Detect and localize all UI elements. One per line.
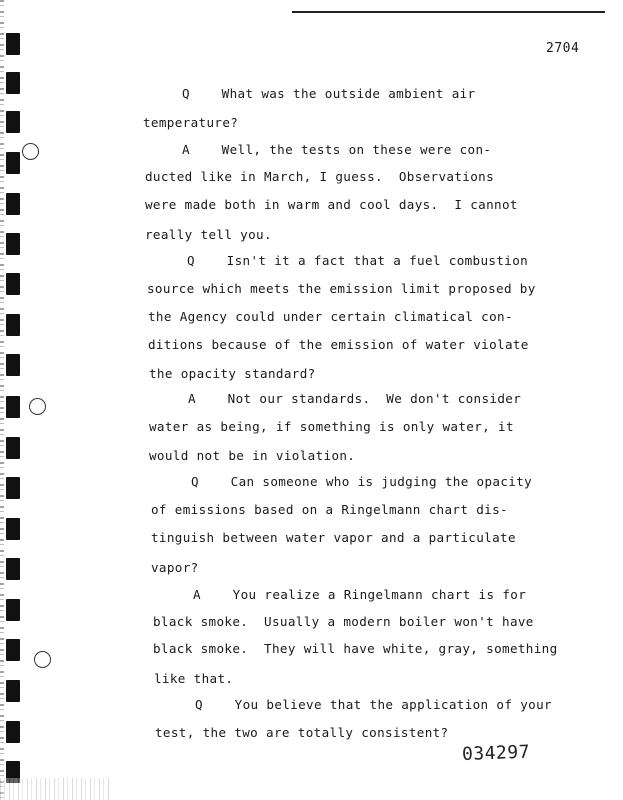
punch-hole — [34, 651, 51, 668]
binding-hole — [6, 233, 20, 255]
binding-hole — [6, 558, 20, 580]
transcript-line: were made both in warm and cool days. I cannot — [145, 197, 518, 212]
binding-hole — [6, 273, 20, 295]
transcript-line: source which meets the emission limit proposed by — [147, 281, 536, 296]
edge-speckle — [0, 0, 4, 800]
transcript-line: A Not our standards. We don't consider — [188, 391, 522, 406]
transcript-line: Q Isn't it a fact that a fuel combustion — [187, 253, 529, 268]
page-number: 2704 — [546, 41, 580, 56]
scan-noise — [0, 778, 110, 800]
binding-hole — [6, 193, 20, 215]
transcript-line: A Well, the tests on these were con- — [182, 142, 492, 157]
transcript-line: the opacity standard? — [149, 366, 316, 381]
binding-hole — [6, 33, 20, 55]
transcript-line: water as being, if something is only water, it — [149, 419, 514, 434]
binding-hole — [6, 396, 20, 418]
binding-hole — [6, 518, 20, 540]
transcript-line: would not be in violation. — [149, 448, 356, 463]
binding-hole — [6, 437, 20, 459]
transcript-line: test, the two are totally consistent? — [155, 725, 449, 740]
binding-strip — [0, 0, 24, 800]
transcript-line: ditions because of the emission of water violate — [148, 337, 529, 352]
transcript-line: of emissions based on a Ringelmann chart dis- — [151, 502, 508, 517]
punch-hole — [22, 143, 39, 160]
transcript-line: tinguish between water vapor and a particulate — [151, 530, 516, 545]
transcript-line: black smoke. They will have white, gray, something — [153, 641, 558, 656]
transcript-line: the Agency could under certain climatical con- — [148, 309, 513, 324]
transcript-line: black smoke. Usually a modern boiler won't have — [153, 614, 534, 629]
transcript-line: really tell you. — [145, 227, 272, 242]
transcript-line: A You realize a Ringelmann chart is for — [193, 587, 527, 602]
binding-hole — [6, 72, 20, 94]
binding-hole — [6, 354, 20, 376]
binding-hole — [6, 152, 20, 174]
binding-hole — [6, 314, 20, 336]
binding-hole — [6, 721, 20, 743]
bates-stamp: 034297 — [461, 741, 531, 765]
punch-hole — [29, 398, 46, 415]
transcript-line: temperature? — [143, 115, 239, 130]
transcript-line: ducted like in March, I guess. Observations — [145, 169, 495, 184]
binding-hole — [6, 477, 20, 499]
header-rule — [292, 11, 605, 13]
binding-hole — [6, 639, 20, 661]
transcript-line: Q What was the outside ambient air — [182, 86, 476, 101]
transcript-line: Q Can someone who is judging the opacity — [191, 474, 533, 489]
transcript-line: vapor? — [151, 560, 199, 575]
binding-hole — [6, 599, 20, 621]
binding-hole — [6, 111, 20, 133]
transcript-line: like that. — [154, 671, 234, 686]
transcript-line: Q You believe that the application of your — [195, 697, 552, 712]
binding-hole — [6, 680, 20, 702]
